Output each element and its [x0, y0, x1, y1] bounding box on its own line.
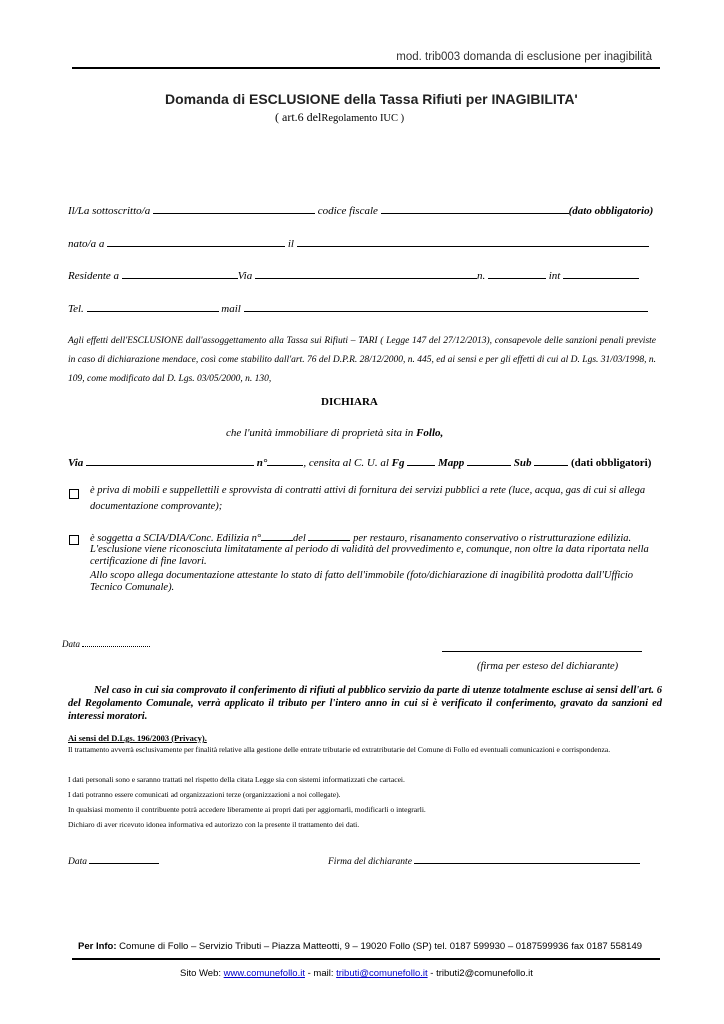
label-mapp: Mapp [437, 457, 465, 469]
sign1-date-input[interactable] [82, 637, 150, 647]
label-nato: nato/a a [68, 238, 105, 250]
label-codice-fiscale: codice fiscale [317, 205, 378, 217]
side-mark-1 [652, 129, 661, 141]
required-note-1: (dato obbligatorio) [568, 205, 654, 217]
prop-via-input[interactable] [86, 456, 254, 466]
footer-mail-label: - mail: [307, 968, 334, 979]
label-tel: Tel. [68, 303, 84, 315]
footer-info [78, 941, 642, 952]
codice-fiscale-input[interactable] [381, 204, 569, 214]
privacy-line-1: Il trattamento avverrà esclusivamente per finalità relative alla gestione delle entrate tributarie ed extratributarie del Comune di Follo ed eventuali comunicazioni e corrispondenza. [68, 745, 611, 754]
footer-rule [72, 958, 660, 960]
document-subtitle: ( art.6 delRegolamento IUC ) [275, 110, 405, 124]
side-mark-2 [652, 152, 661, 164]
label-residente: Residente a [68, 270, 120, 282]
label-il: il [287, 238, 294, 250]
field-row-residence [68, 269, 639, 282]
label-fg: Fg [391, 457, 405, 469]
warning-paragraph: Nel caso in cui sia comprovato il conferimento di rifiuti al pubblico servizio da parte di utenze totalmente escluse ai sensi dell'art. 6 del Regolamento Comunale, verrà applicato il tributo per l'intero anno in cui si è verificato il conferimento, gravato da sanzioni ed interessi moratori. [68, 685, 662, 722]
label-sub: Sub [513, 457, 532, 469]
option-2-checkbox[interactable] [69, 535, 79, 545]
property-via-row [68, 456, 651, 469]
label-via: Via [237, 270, 253, 282]
field-row-birth [68, 237, 649, 250]
option-2-line-1: è soggetta a SCIA/DIA/Conc. Edilizia n° del per restauro, risanamento conservativo o ristrutturazione edilizia. [90, 533, 632, 544]
fg-input[interactable] [407, 456, 435, 466]
sign2-signature-input[interactable] [414, 854, 640, 864]
footer-web-label: Sito Web: [180, 968, 222, 979]
privacy-line-5: Dichiaro di aver ricevuto idonea informativa ed autorizzo con la presente il trattamento dei dati. [68, 820, 360, 829]
label-sottoscritto: Il/La sottoscritto/a [68, 205, 151, 217]
sub-input[interactable] [534, 456, 568, 466]
footer-info-text: Comune di Follo – Servizio Tributi – Piazza Matteotti, 9 – 19020 Follo (SP) tel. 0187 599930 – 0187599936 fax 0187 558149 [119, 941, 643, 952]
option-1-checkbox[interactable] [69, 489, 79, 499]
field-row-name [68, 204, 653, 217]
scia-number-input[interactable] [261, 531, 293, 541]
property-line: che l'unità immobiliare di proprietà sita in Follo, [226, 427, 444, 439]
privacy-line-2: I dati personali sono e saranno trattati nel rispetto della citata Legge sia con sistemi informatizzati che cartacei. [68, 775, 405, 784]
sign2-data: Data [68, 854, 159, 867]
document-title: Domanda di ESCLUSIONE della Tassa Rifiuti per INAGIBILITA' [165, 91, 578, 107]
header-rule [72, 67, 660, 69]
birthplace-input[interactable] [107, 237, 285, 247]
privacy-line-4: In qualsiasi momento il contribuente potrà accedere liberamente ai propri dati per aggiornarli, modificarli o integrarli. [68, 805, 426, 814]
module-code: mod. trib003 domanda di esclusione per inagibilità [396, 51, 652, 63]
required-note-2: (dati obbligatori) [571, 457, 652, 469]
label-int: int [548, 270, 561, 282]
name-input[interactable] [153, 204, 315, 214]
signature-line-1[interactable] [442, 651, 642, 652]
scia-date-input[interactable] [308, 531, 350, 541]
label-n: n. [476, 270, 486, 282]
email-link-tributi[interactable]: tributi@comunefollo.it [336, 968, 428, 979]
footer-info-label: Per Info: [78, 941, 117, 952]
residence-street-input[interactable] [255, 269, 477, 279]
residence-city-input[interactable] [122, 269, 238, 279]
option-1-text: è priva di mobili e suppellettili e sprovvista di contratti attivi di fornitura dei servizi pubblici a rete (luce, acqua, gas di cui si allega documentazione comprovante); [90, 485, 646, 512]
tel-input[interactable] [87, 302, 219, 312]
sign1-data: Data [62, 637, 150, 649]
dichiara-heading: DICHIARA [321, 396, 378, 408]
residence-int-input[interactable] [563, 269, 639, 279]
website-link[interactable]: www.comunefollo.it [223, 968, 305, 979]
intro-paragraph: Agli effetti dell'ESCLUSIONE dall'assoggettamento alla Tassa sui Rifiuti – TARI ( Legge 147 del 27/12/2013), consapevole delle sanzioni penali previste in caso di dichiarazione mendace, così come stabilito dall'art. 76 del D.P.R. 28/12/2000, n. 445, ed ai sensi e per gli effetti di cui al D. Lgs. 31/03/1998, n. 109, come modificato dal D. Lgs. 03/05/2000, n. 130, [68, 336, 656, 384]
label-prop-n: n° [256, 457, 268, 469]
prop-n-input[interactable] [267, 456, 303, 466]
label-censita: , censita al C. U. al [303, 457, 389, 469]
mapp-input[interactable] [467, 456, 511, 466]
footer-web [180, 968, 533, 979]
residence-number-input[interactable] [488, 269, 546, 279]
footer-mail2: - tributi2@comunefollo.it [430, 968, 533, 979]
mail-input[interactable] [244, 302, 648, 312]
birthdate-input[interactable] [297, 237, 649, 247]
field-row-contacts [68, 302, 648, 315]
privacy-title: Ai sensi del D.Lgs. 196/2003 (Privacy). [68, 733, 207, 743]
property-place: Follo, [416, 427, 444, 439]
label-prop-via: Via [68, 457, 84, 469]
option-2-line-2: L'esclusione viene riconosciuta limitatamente al periodo di validità del provvedimento e, comunque, non oltre la data riportata nella certificazione di fine lavori. [90, 544, 649, 567]
sign2-date-input[interactable] [89, 854, 159, 864]
signature-caption: (firma per esteso del dichiarante) [477, 661, 619, 672]
sign2-firma: Firma del dichiarante [328, 854, 640, 867]
option-2-line-3: Allo scopo allega documentazione attestante lo stato di fatto dell'immobile (foto/dichiarazione di inagibilità prodotta dall'Ufficio Tecnico Comunale). [90, 570, 634, 593]
label-mail: mail [221, 303, 241, 315]
privacy-line-3: I dati potranno essere comunicati ad organizzazioni terze (organizzazioni a noi collegate). [68, 790, 341, 799]
